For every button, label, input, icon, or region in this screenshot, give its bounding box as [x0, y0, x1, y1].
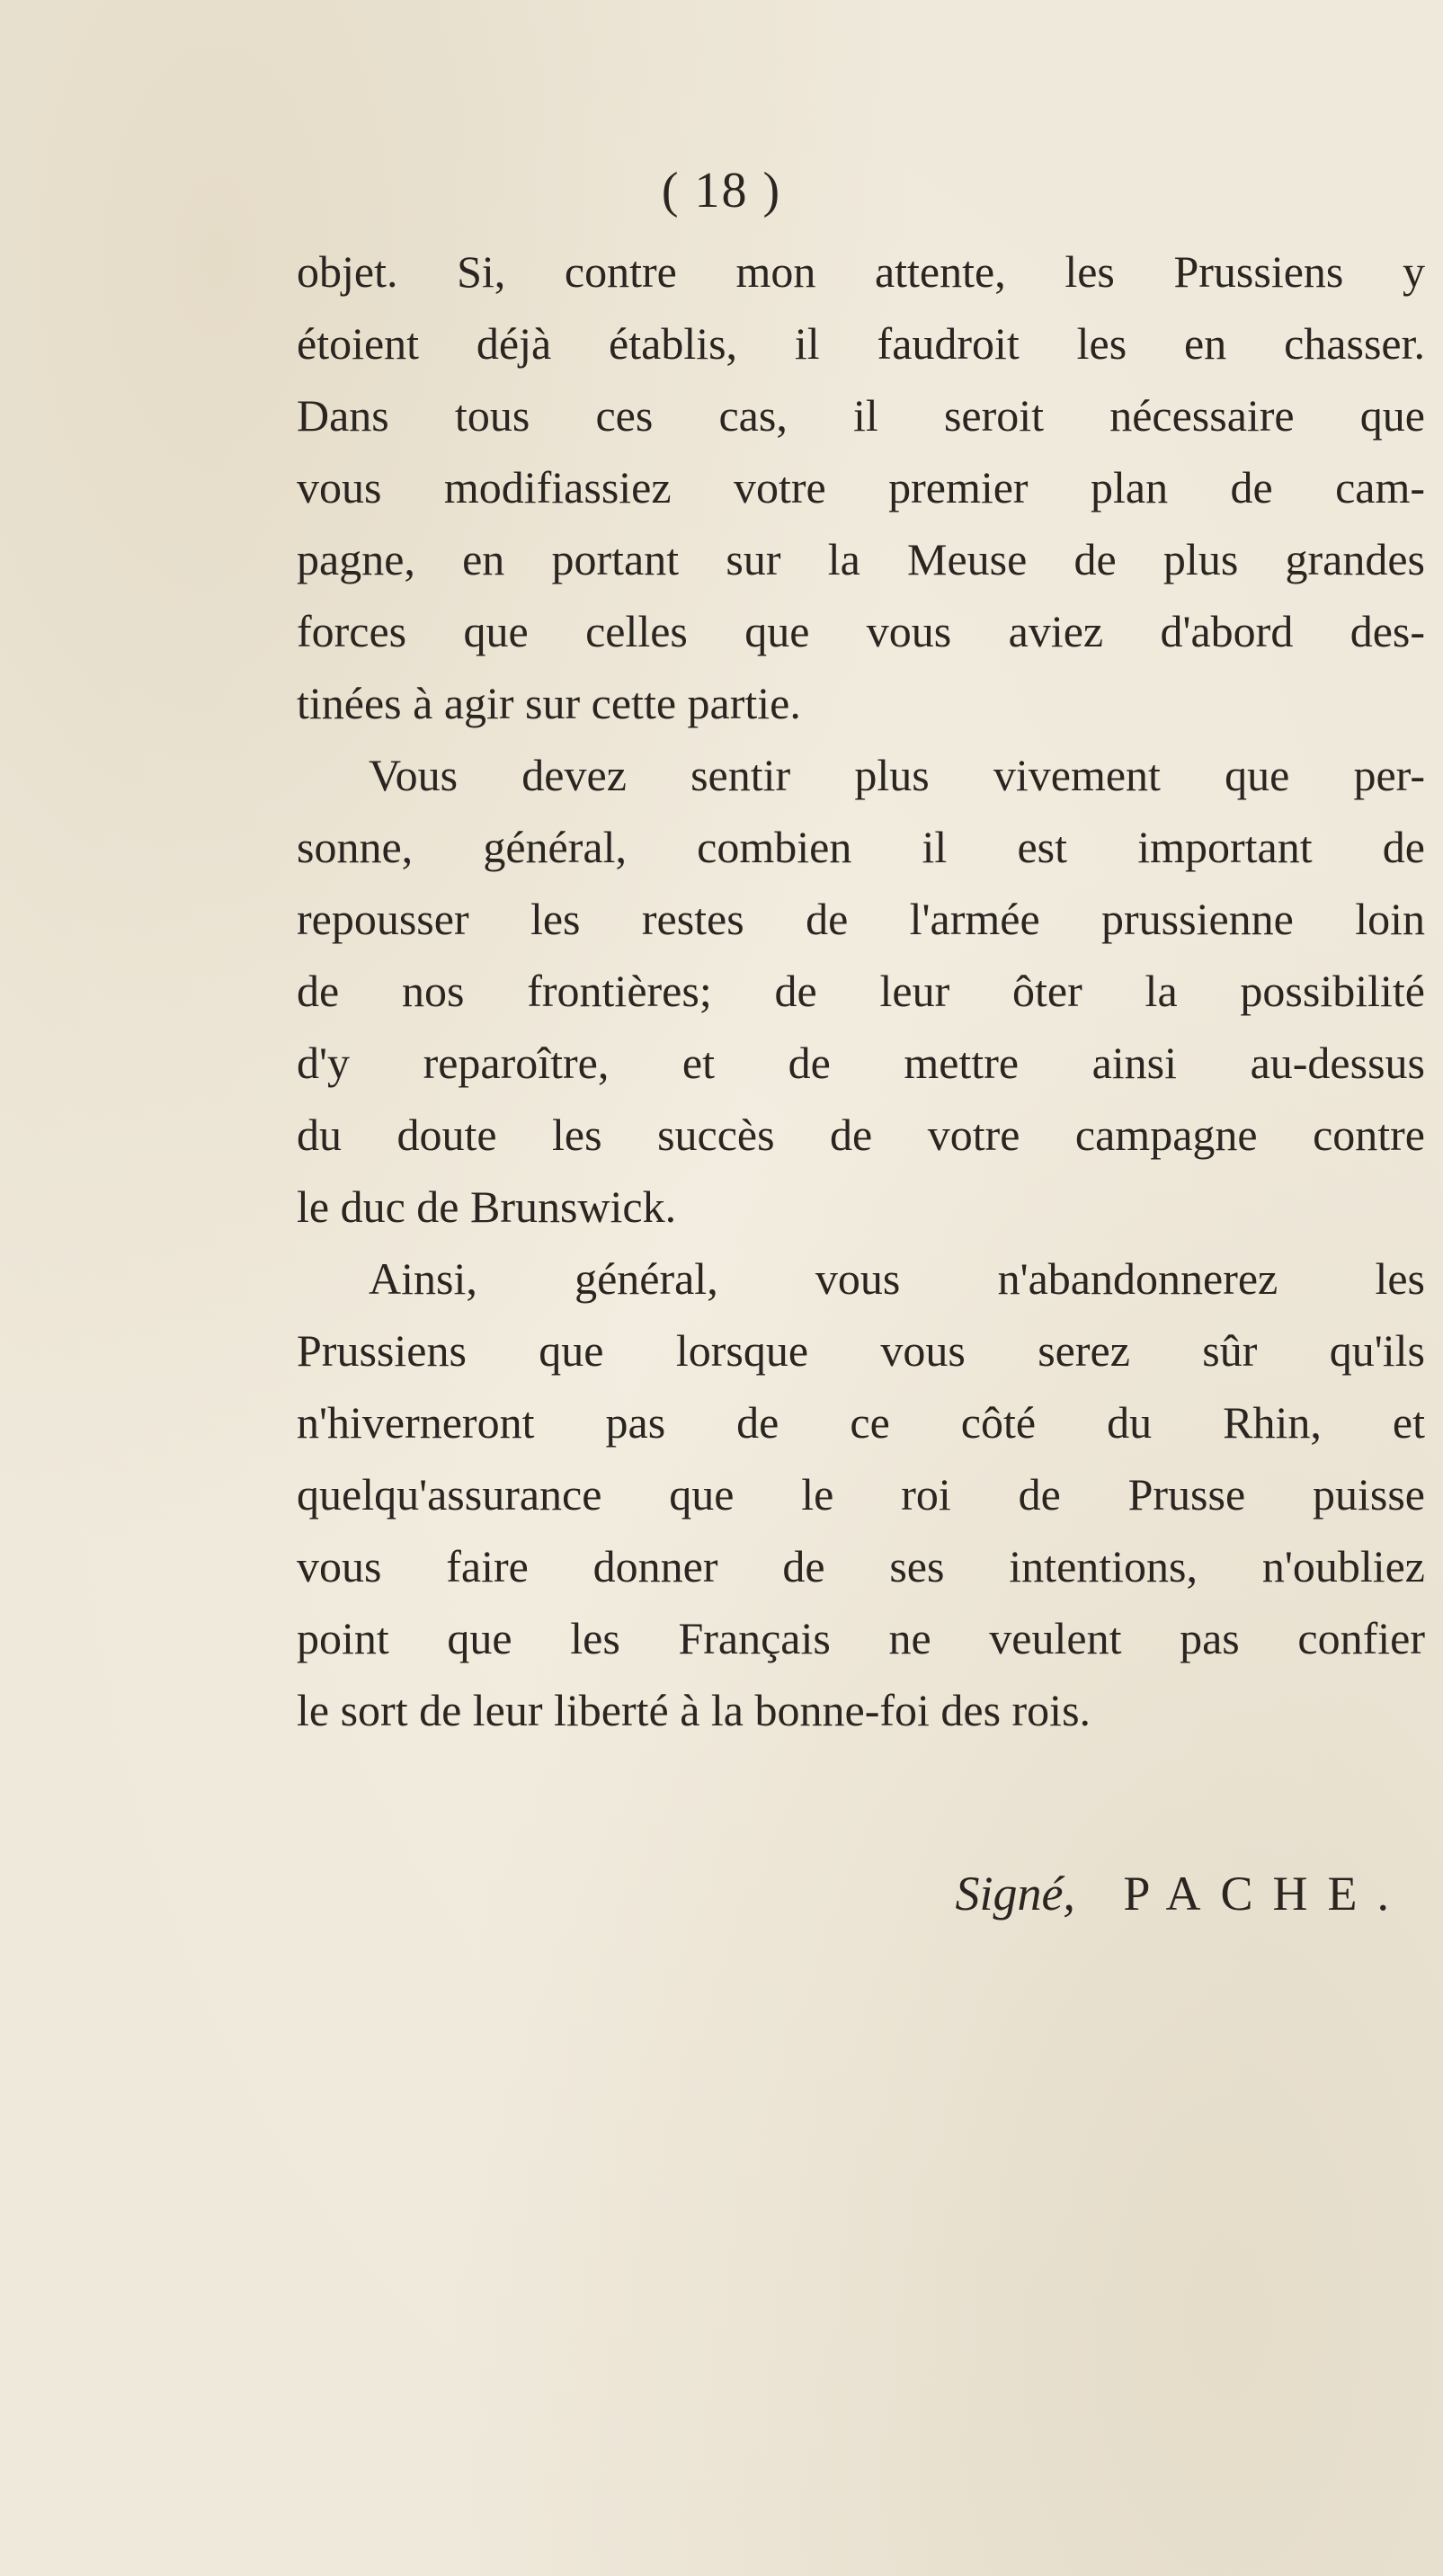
text-line: forces que celles que vous aviez d'abord des-: [297, 606, 1425, 656]
text-line: tinées à agir sur cette partie.: [297, 678, 801, 728]
text-line: pagne, en portant sur la Meuse de plus grandes: [297, 534, 1425, 584]
text-line: le sort de leur liberté à la bonne-foi des rois.: [297, 1685, 1091, 1735]
signature-name: PACHE.: [1123, 1867, 1409, 1921]
text-line: le duc de Brunswick.: [297, 1181, 677, 1232]
page-number: ( 18 ): [661, 163, 782, 218]
text-line: vous faire donner de ses intentions, n'oubliez: [297, 1541, 1425, 1591]
signature-label: Signé,: [955, 1867, 1075, 1921]
text-line: du doute les succès de votre campagne contre: [297, 1110, 1425, 1160]
text-line: Dans tous ces cas, il seroit nécessaire que: [297, 390, 1425, 441]
text-line: d'y reparoître, et de mettre ainsi au-dessus: [297, 1038, 1425, 1088]
text-line: repousser les restes de l'armée prussienne loin: [297, 894, 1425, 944]
text-line: de nos frontières; de leur ôter la possibilité: [297, 966, 1425, 1016]
text-line: Ainsi, général, vous n'abandonnerez les: [369, 1253, 1425, 1304]
text-line: n'hiverneront pas de ce côté du Rhin, et: [297, 1397, 1425, 1448]
text-line: étoient déjà établis, il faudroit les en chasser.: [297, 318, 1425, 369]
text-line: objet. Si, contre mon attente, les Prussiens y: [297, 246, 1425, 297]
text-line: vous modifiassiez votre premier plan de cam-: [297, 462, 1425, 513]
text-line: Prussiens que lorsque vous serez sûr qu'ils: [297, 1325, 1425, 1376]
text-line: Vous devez sentir plus vivement que per-: [369, 750, 1425, 800]
text-line: point que les Français ne veulent pas confier: [297, 1613, 1425, 1663]
text-line: sonne, général, combien il est important de: [297, 822, 1425, 872]
body-text: [297, 236, 1425, 1746]
text-line: quelqu'assurance que le roi de Prusse puisse: [297, 1469, 1425, 1520]
signature: [955, 1866, 1409, 1921]
